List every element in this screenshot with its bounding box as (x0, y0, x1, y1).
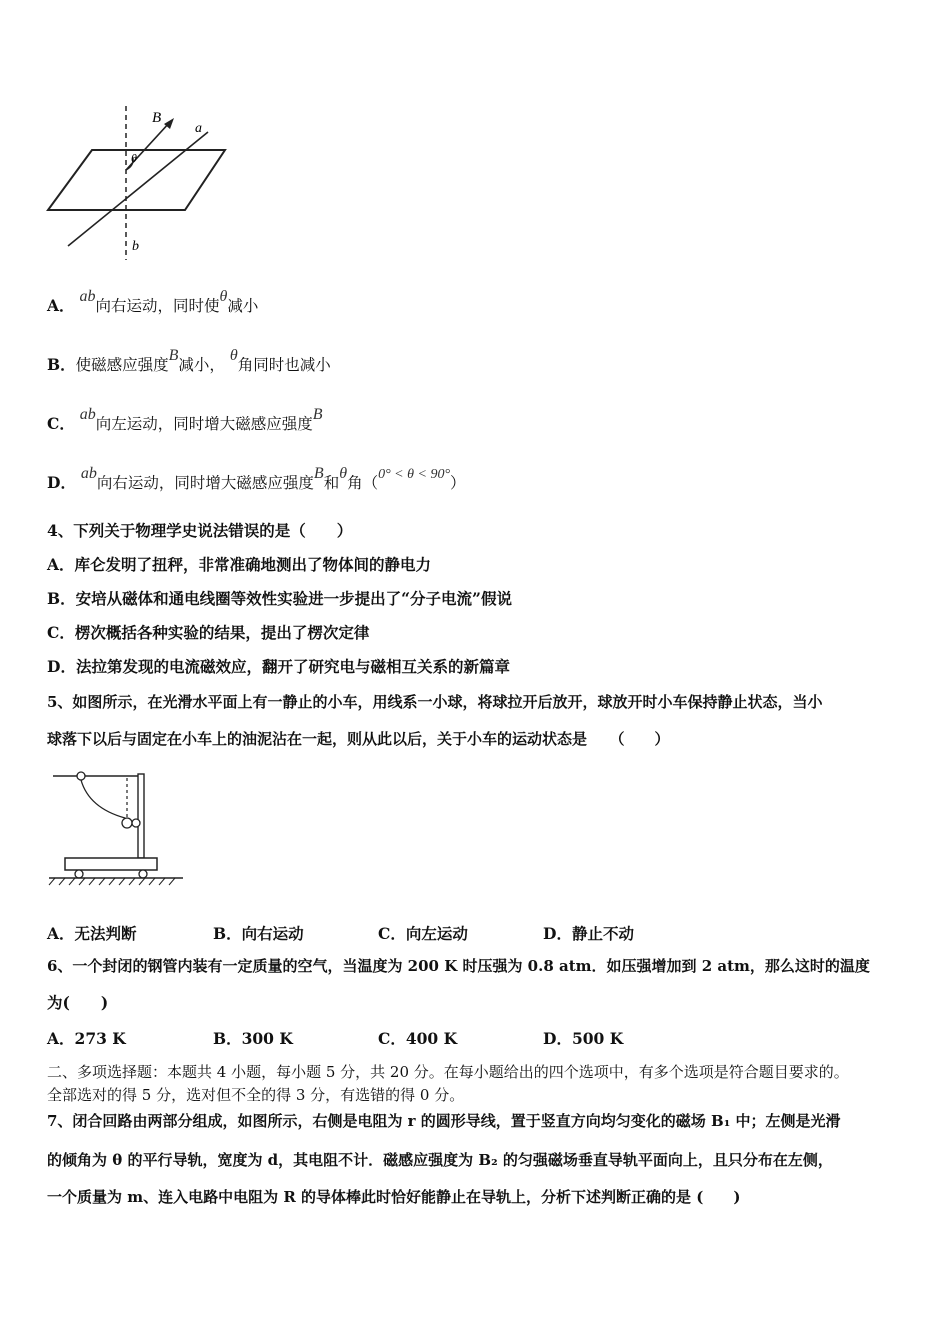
q5-stem-line1: 5、如图所示，在光滑水平面上有一静止的小车，用线系一小球，将球拉开后放开，球放开时小车保持静止状态，当小 (47, 693, 823, 711)
q7-stem-line1: 7、闭合回路由两部分组成，如图所示，右侧是电阻为 r 的圆形导线，置于竖直方向均匀变化的磁场 B₁ 中；左侧是光滑 (47, 1112, 841, 1130)
q7-stem-line2: 的倾角为 θ 的平行导轨，宽度为 d，其电阻不计．磁感应强度为 B₂ 的匀强磁场垂直导轨平面向上，且只分布在左侧， (47, 1151, 833, 1169)
ab-symbol: ab (79, 288, 96, 305)
q5-option-d: D．静止不动 (543, 924, 634, 943)
q6-stem-line2: 为( ) (47, 993, 109, 1012)
q5-stem-line2: 球落下以后与固定在小车上的油泥沾在一起，则从此以后，关于小车的运动状态是 （ ） (47, 730, 670, 748)
q4-option-b: B．安培从磁体和通电线圈等效性实验进一步提出了“分子电流”假说 (47, 589, 512, 608)
ab-symbol: ab (79, 406, 96, 423)
fig1-label-B: B (152, 110, 162, 126)
fig1-label-theta: θ (131, 151, 137, 165)
B-symbol: B (312, 406, 323, 423)
q3-option-a: A． ab向右运动，同时使θ减小 (47, 288, 259, 315)
fig1-label-a: a (195, 121, 202, 136)
figure-cart-pendulum (45, 768, 190, 888)
q3-option-b: B．使磁感应强度B减小， θ角同时也减小 (47, 347, 331, 374)
section2-header-line1: 二、多项选择题：本题共 4 小题，每小题 5 分，共 20 分。在每小题给出的四个选项中，有多个选项是符合题目要求的。 (47, 1063, 849, 1081)
q4-option-a: A．库仑发明了扭秤，非常准确地测出了物体间的静电力 (47, 555, 432, 574)
q6-stem-line1: 6、一个封闭的钢管内装有一定质量的空气，当温度为 200 K 时压强为 0.8 atm．如压强增加到 2 atm，那么这时的温度 (47, 957, 870, 975)
q6-option-d: D．500 K (543, 1029, 624, 1048)
B-symbol: B (168, 347, 179, 364)
q6-option-c: C．400 K (378, 1029, 458, 1048)
q5-option-c: C．向左运动 (378, 924, 468, 943)
q3-option-c: C． ab向左运动，同时增大磁感应强度B (47, 406, 323, 433)
ab-symbol: ab (80, 465, 97, 482)
q4-option-d: D．法拉第发现的电流磁效应，翻开了研究电与磁相互关系的新篇章 (47, 657, 510, 676)
q6-option-a: A．273 K (47, 1029, 126, 1048)
theta-symbol: θ (229, 347, 238, 364)
q3-option-d: D． ab向右运动，同时增大磁感应强度B和θ角（0° < θ < 90°） (47, 465, 466, 492)
theta-symbol: θ (219, 288, 228, 305)
q5-option-b: B．向右运动 (213, 924, 304, 943)
fig1-label-b: b (132, 239, 139, 254)
angle-range: 0° < θ < 90° (378, 467, 451, 482)
q6-option-b: B．300 K (213, 1029, 293, 1048)
B-symbol: B (313, 465, 324, 482)
theta-symbol: θ (339, 465, 348, 482)
q4-stem: 4、下列关于物理学史说法错误的是（ ） (47, 521, 353, 540)
section2-header-line2: 全部选对的得 5 分，选对但不全的得 3 分，有选错的得 0 分。 (47, 1086, 465, 1104)
q5-option-a: A．无法判断 (47, 924, 137, 943)
figure-magnetic-field-plane (40, 100, 240, 270)
q4-option-c: C．楞次概括各种实验的结果，提出了楞次定律 (47, 623, 370, 642)
q7-stem-line3: 一个质量为 m、连入电路中电阻为 R 的导体棒此时恰好能静止在导轨上，分析下述判断正确的是 ( ) (47, 1188, 741, 1206)
